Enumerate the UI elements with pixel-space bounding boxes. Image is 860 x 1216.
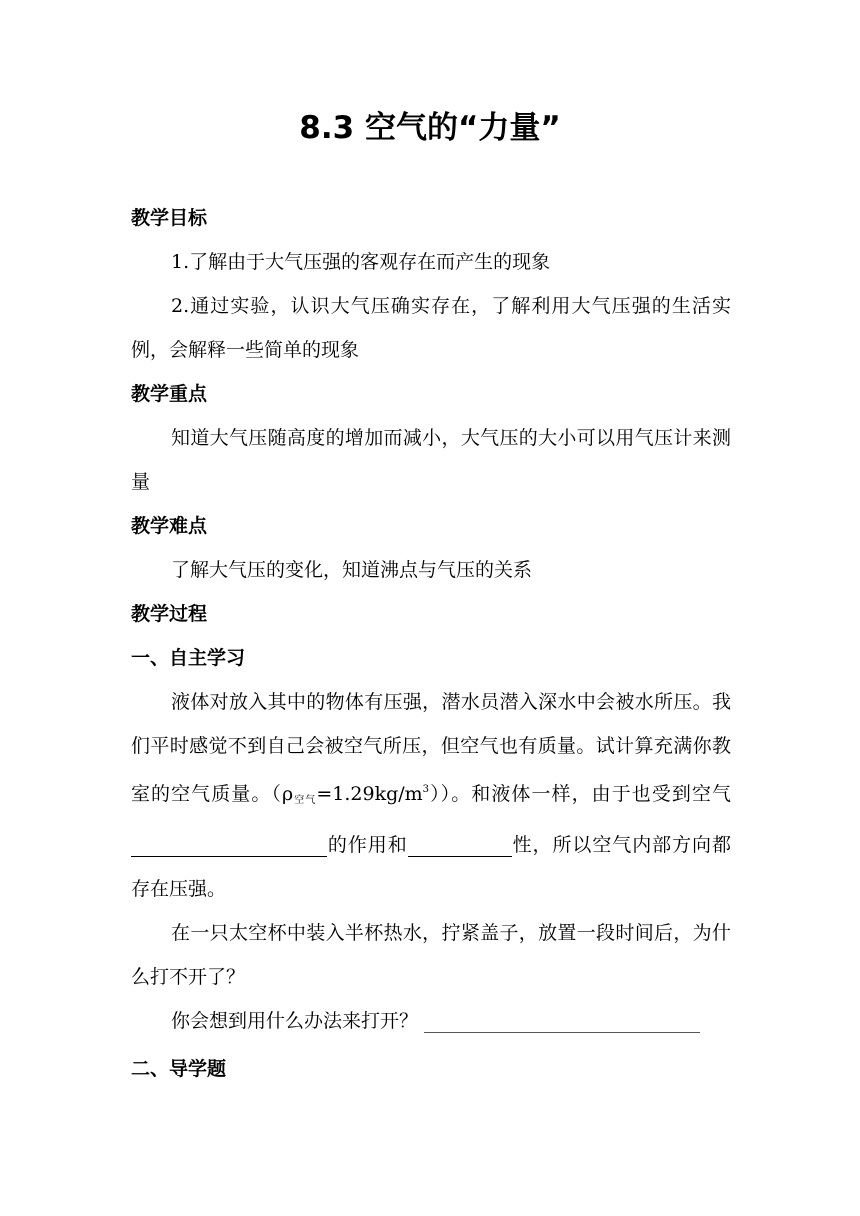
self-study-text-c: ））。和液体一样，由于也受到空气	[429, 783, 732, 805]
self-study-text-b: =1.29kg/m	[316, 783, 423, 805]
rho-subscript: 空气	[293, 795, 317, 806]
difficulty-heading: 教学难点	[131, 515, 208, 537]
objectives-heading: 教学目标	[131, 207, 208, 229]
self-study-paragraph-1	[131, 680, 731, 911]
guide-heading: 二、导学题	[131, 1058, 227, 1080]
page-title: 8.3 空气的“力量”	[299, 110, 561, 146]
key-points-text: 知道大气压随高度的增加而减小，大气压的大小可以用气压计来测量	[131, 427, 731, 493]
key-points-heading: 教学重点	[131, 383, 208, 405]
cube-superscript: 3	[422, 784, 430, 795]
self-study-text-a: 液体对放入其中的物体有压强，潜水员潜入深水中会被水所压。我们平时感觉不到自己会被空气所压，但空气也有质量。试计算充满你教室的空气质量。（ρ	[131, 691, 731, 805]
objective-1: 1.了解由于大气压强的客观存在而产生的现象	[171, 251, 551, 273]
self-study-heading: 一、自主学习	[131, 647, 246, 669]
self-study-question: 你会想到用什么办法来打开？	[171, 1010, 419, 1032]
fill-blank-1[interactable]	[131, 834, 327, 857]
answer-blank[interactable]	[424, 1010, 700, 1033]
fill-blank-2[interactable]	[408, 834, 512, 857]
objective-2: 2.通过实验，认识大气压确实存在，了解利用大气压强的生活实例，会解释一些简单的现象	[131, 295, 731, 361]
difficulty-text: 了解大气压的变化，知道沸点与气压的关系	[171, 559, 533, 581]
self-study-paragraph-3	[131, 999, 731, 1043]
self-study-text-d: 的作用和	[327, 834, 408, 856]
self-study-paragraph-2: 在一只太空杯中装入半杯热水，拧紧盖子，放置一段时间后，为什么打不开了？	[131, 922, 731, 988]
process-heading: 教学过程	[131, 603, 208, 625]
document-body	[131, 196, 731, 1091]
self-study-text-e: 性，所以空气内部方向都存在压强。	[131, 834, 731, 900]
